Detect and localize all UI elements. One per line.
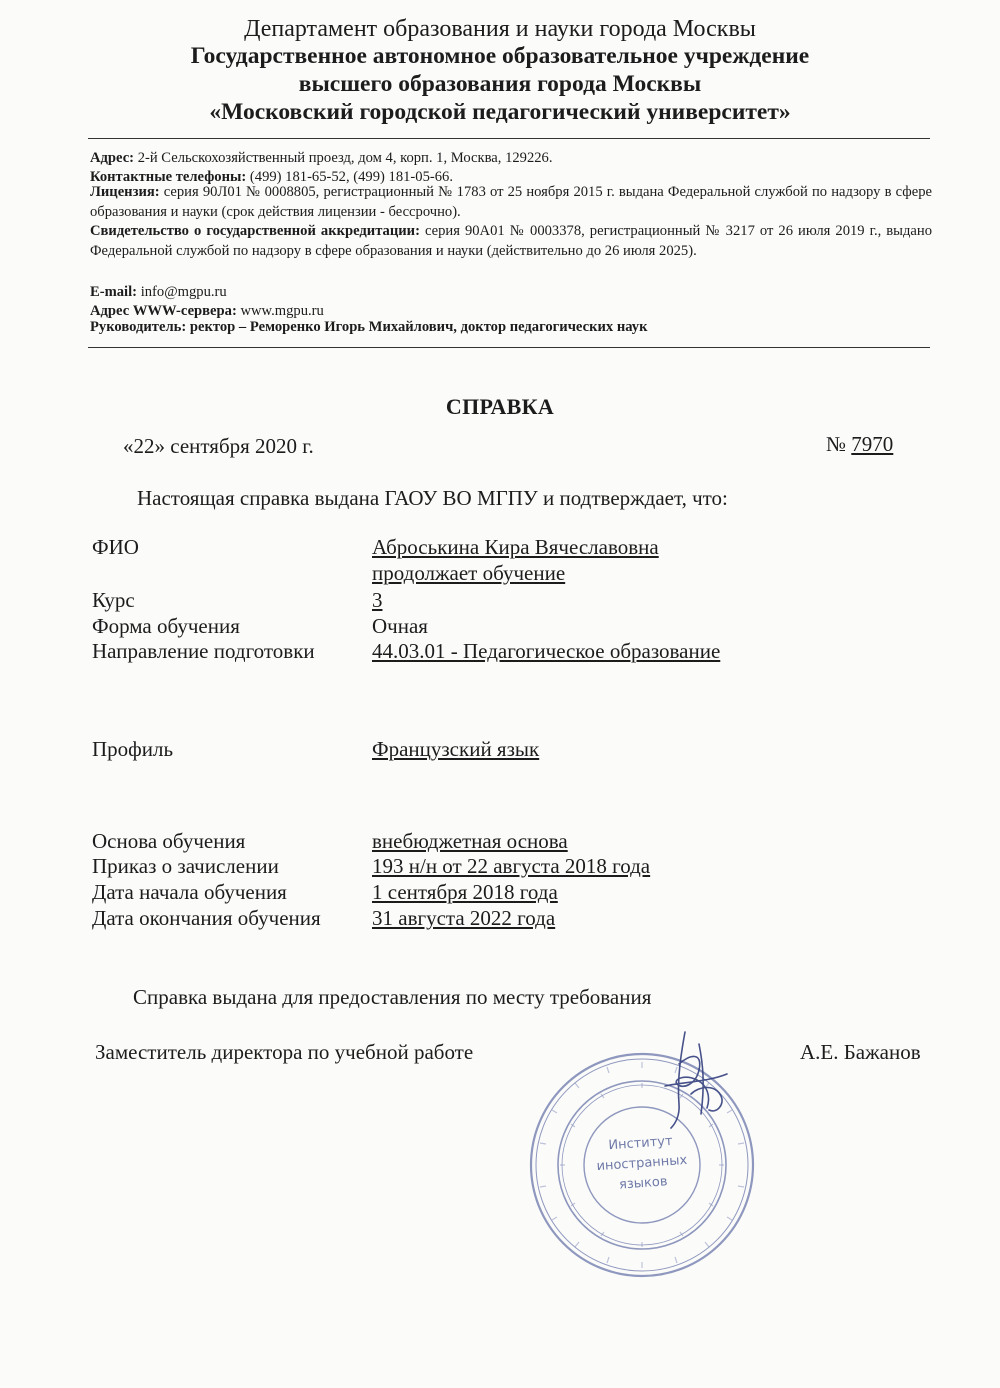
phones-label: Контактные телефоны: [90,169,247,185]
www-label: Адрес WWW-сервера: [90,303,237,319]
accreditation-label: Свидетельство о государственной аккредитации: [90,223,420,239]
purpose-text: Справка выдана для предоставления по месту требования [133,985,652,1009]
institution-name-line2: высшего образования города Москвы [298,71,702,97]
fio-value: Аброськина Кира Вячеславовна [372,535,659,559]
www-value: www.mgpu.ru [240,303,324,319]
institution-name-line1: Государственное автономное образовательное учреждение [190,43,810,69]
info-email [90,283,932,303]
fio-label: ФИО [92,535,139,559]
info-accreditation [90,222,932,261]
address-label: Адрес: [90,150,135,166]
number-prefix: № [826,432,847,456]
end-date-label: Дата окончания обучения [92,906,321,930]
signer-name: А.Е. Бажанов [800,1040,921,1064]
info-head [90,318,932,338]
header-divider-top [88,138,930,139]
number-value: 7970 [851,432,894,456]
license-value: серия 90Л01 № 0008805, регистрационный № 1783 от 25 ноября 2015 г. выдана Федеральной службой по надзору в сфере образования и науки (срок действия лицензии - бессрочно). [90,184,932,220]
document-number [826,432,893,457]
head-label: Руководитель: [90,319,187,335]
form-label: Форма обучения [92,614,240,638]
phones-value: (499) 181-65-52, (499) 181-05-66. [249,169,453,185]
signer-position: Заместитель директора по учебной работе [95,1040,474,1064]
accreditation-value: серия 90А01 № 0003378, регистрационный № 3217 от 26 июля 2019 г., выдано Федеральной службой по надзору в сфере образования и науки (действительно до 26 июля 2025). [90,223,932,259]
direction-value: 44.03.01 - Педагогическое образование [372,639,721,663]
stamp-line3: языков [618,1174,668,1193]
order-value: 193 н/н от 22 августа 2018 года [372,854,651,878]
email-value: info@mgpu.ru [140,284,227,300]
license-label: Лицензия: [90,184,160,200]
handwritten-signature [655,1024,735,1134]
document-date: «22» сентября 2020 г. [123,434,314,458]
stamp-line1: Институт [607,1133,674,1154]
end-date-value: 31 августа 2022 года [372,906,556,930]
info-address [90,149,932,169]
start-date-label: Дата начала обучения [92,880,287,904]
head-value: ректор – Реморенко Игорь Михайлович, доктор педагогических наук [189,319,648,335]
course-label: Курс [92,588,135,612]
form-value: Очная [372,614,428,638]
order-label: Приказ о зачислении [92,854,279,878]
address-value: 2-й Сельскохозяйственный проезд, дом 4, корп. 1, Москва, 129226. [137,150,553,166]
direction-label: Направление подготовки [92,639,315,663]
basis-value: внебюджетная основа [372,829,568,853]
basis-label: Основа обучения [92,829,246,853]
start-date-value: 1 сентября 2018 года [372,880,558,904]
document-title: СПРАВКА [445,394,555,419]
intro-text: Настоящая справка выдана ГАОУ ВО МГПУ и подтверждает, что: [137,486,728,510]
email-label: E-mail: [90,284,138,300]
profile-value: Французский язык [372,737,540,761]
course-value: 3 [372,588,383,612]
institution-name-line3: «Московский городской педагогический университет» [209,99,791,125]
header-divider-bottom [88,347,930,348]
info-license [90,183,932,222]
department-name: Департамент образования и науки города Москвы [244,16,756,42]
profile-label: Профиль [92,737,174,761]
status-value: продолжает обучение [372,561,566,585]
stamp-line2: иностранных [596,1152,688,1175]
